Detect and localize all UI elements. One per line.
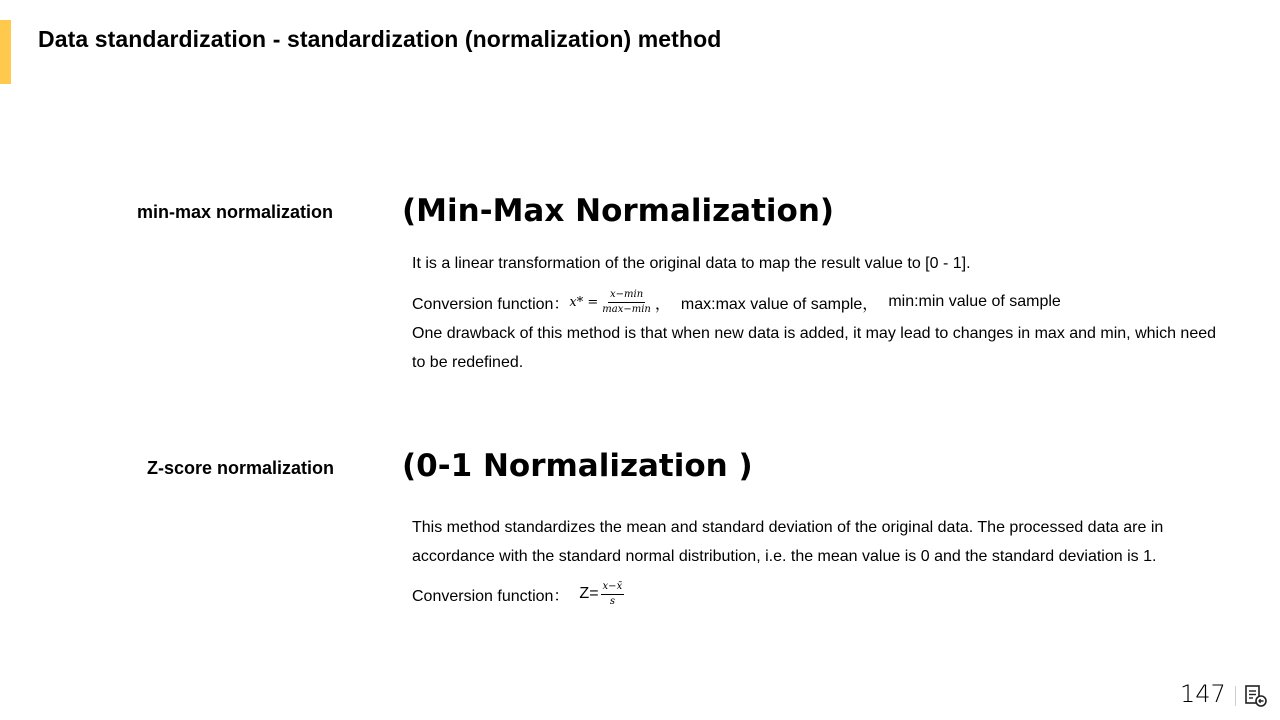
footer-divider xyxy=(1235,686,1236,706)
min-max-drawback-text: One drawback of this method is that when new data is added, it may lead to changes in max and min, which need to be redefined. xyxy=(412,325,1217,371)
section-label-min-max: min-max normalization xyxy=(137,202,334,222)
min-note: min:min value of sample xyxy=(888,293,1061,310)
formula-lhs: Z= xyxy=(579,585,599,602)
fraction-denominator: s xyxy=(609,595,615,607)
z-score-conversion-line xyxy=(412,578,626,610)
conversion-label: Conversion function： xyxy=(412,295,570,313)
min-max-intro-text: It is a linear transformation of the original data to map the result value to [0 - 1]. xyxy=(412,255,971,272)
section-label-z-score: Z-score normalization xyxy=(147,458,335,478)
document-return-icon[interactable] xyxy=(1244,684,1268,708)
fraction-numerator: x−min xyxy=(608,289,645,303)
fraction-numerator: x−x̄ xyxy=(601,581,625,595)
section-heading-min-max: (Min-Max Normalization) xyxy=(402,193,835,229)
formula-separator: ， xyxy=(654,295,671,313)
fraction-denominator: max−min xyxy=(602,303,651,315)
conversion-label: Conversion function： xyxy=(412,587,570,605)
page-number: 147 xyxy=(1180,680,1226,708)
formula-lhs: x* = xyxy=(569,294,599,310)
z-score-description-text: This method standardizes the mean and standard deviation of the original data. The processed data are in accordance with the standard normal distribution, i.e. the mean value is 0 and the standard deviation is 1. xyxy=(412,519,1164,565)
min-max-fraction xyxy=(600,289,653,316)
section-heading-z-score: (0-1 Normalization ) xyxy=(402,448,753,484)
min-max-conversion-line xyxy=(412,287,1061,317)
max-note: max:max value of sample， xyxy=(680,295,879,313)
z-score-fraction xyxy=(601,581,625,608)
title-accent-bar xyxy=(0,20,11,84)
slide-title: Data standardization - standardization (normalization) method xyxy=(38,26,722,52)
